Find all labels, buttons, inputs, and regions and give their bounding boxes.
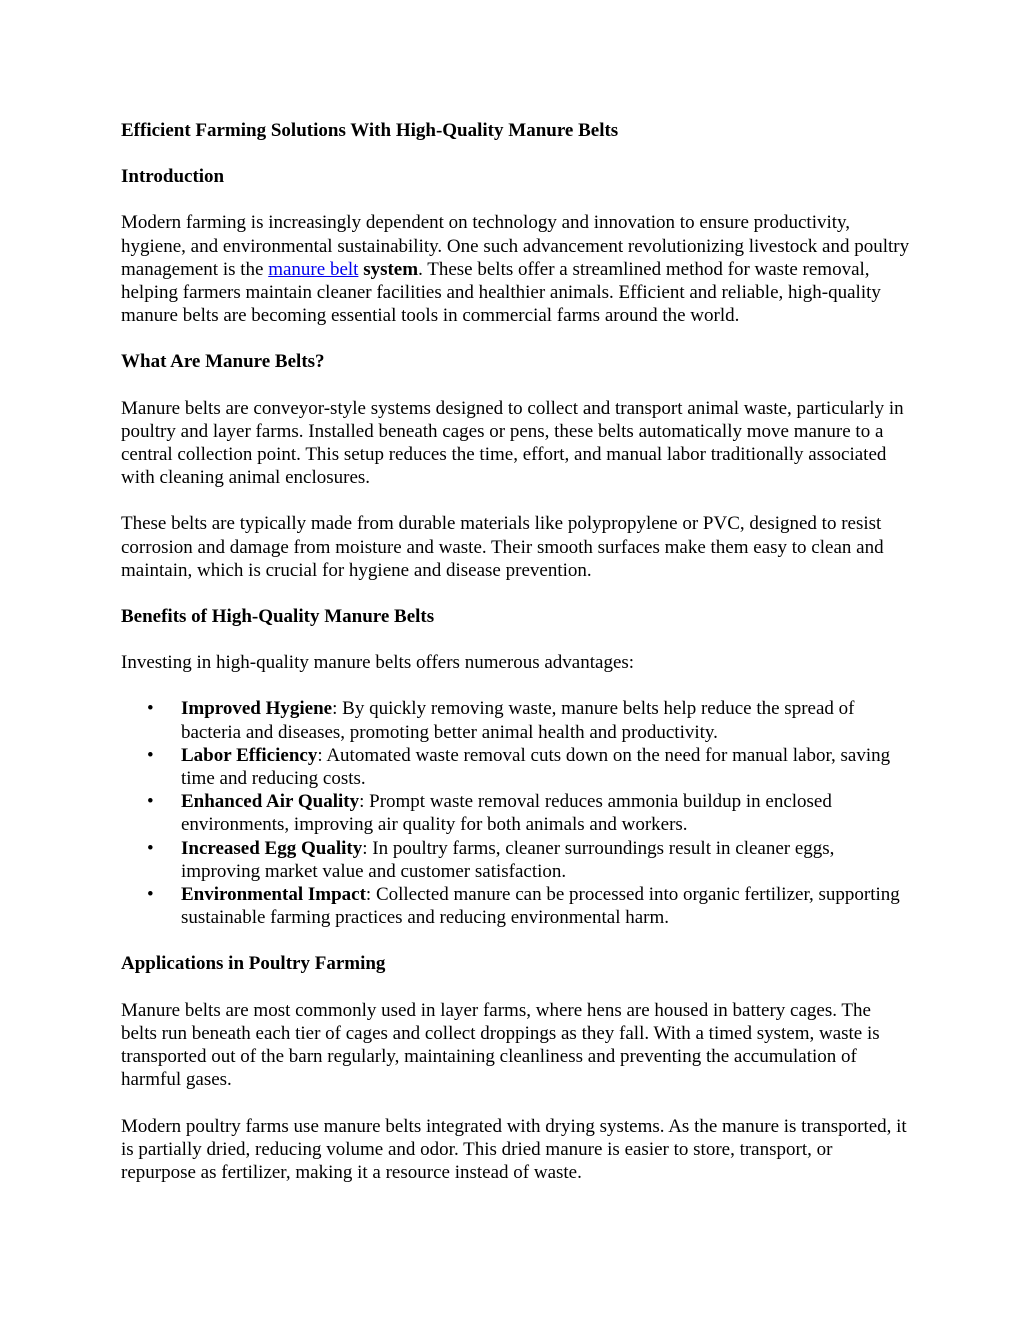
list-item: [121, 837, 911, 883]
what-paragraph-1: Manure belts are conveyor-style systems designed to collect and transport animal waste, particularly in poultry and layer farms. Installed beneath cages or pens, these belts automatically move manure to a central collection point. This setup reduces the time, effort, and manual labor traditionally associated with cleaning animal enclosures.: [121, 397, 904, 489]
benefits-list: [121, 697, 911, 929]
bullet-icon: •: [147, 791, 154, 813]
benefits-intro: Investing in high-quality manure belts offers numerous advantages:: [121, 652, 635, 674]
introduction-text-start: Modern farming is increasingly dependent on technology and innovation to ensure productivity, hygiene, and environmental sustainability. One such advancement revolutionizing livestock and poultry management is the: [121, 212, 910, 280]
list-item: [121, 744, 911, 790]
benefit-term: Environmental Impact: [181, 884, 366, 906]
what-paragraph-2: These belts are typically made from durable materials like polypropylene or PVC, designed to resist corrosion and damage from moisture and waste. Their smooth surfaces make them easy to clean and maintain, which is crucial for hygiene and disease prevention.: [121, 513, 884, 581]
applications-heading: Applications in Poultry Farming: [121, 953, 386, 975]
benefit-text: : Collected manure can be processed into organic fertilizer, supporting sustainable farming practices and reducing environmental harm.: [181, 884, 900, 929]
benefit-term: Labor Efficiency: [181, 744, 318, 766]
benefit-term: Increased Egg Quality: [181, 837, 363, 859]
manure-belt-link[interactable]: manure belt: [268, 258, 359, 280]
document-page: [121, 119, 911, 1207]
benefit-text: : In poultry farms, cleaner surroundings result in cleaner eggs, improving market value and customer satisfaction.: [181, 837, 835, 882]
what-are-manure-belts-heading: What Are Manure Belts?: [121, 351, 325, 373]
introduction-text-end: . These belts offer a streamlined method for waste removal, helping farmers maintain cleaner facilities and healthier animals. Efficient and reliable, high-quality manure belts are becoming essential tools in commercial farms around the world.: [121, 258, 881, 327]
benefit-term: Enhanced Air Quality: [181, 791, 360, 813]
bullet-icon: •: [147, 884, 154, 906]
bullet-icon: •: [147, 837, 154, 859]
benefit-text: : Prompt waste removal reduces ammonia buildup in enclosed environments, improving air quality for both animals and workers.: [181, 791, 832, 836]
benefit-text: : By quickly removing waste, manure belts help reduce the spread of bacteria and diseases, promoting better animal health and productivity.: [181, 698, 855, 743]
bullet-icon: •: [147, 744, 154, 766]
list-item: [121, 883, 911, 929]
benefits-heading: Benefits of High-Quality Manure Belts: [121, 606, 435, 628]
introduction-heading: Introduction: [121, 166, 225, 188]
document-title: Efficient Farming Solutions With High-Quality Manure Belts: [121, 120, 619, 141]
list-item: [121, 697, 911, 743]
bullet-icon: •: [147, 698, 154, 720]
list-item: [121, 790, 911, 836]
system-bold-text: system: [363, 258, 419, 280]
applications-paragraph-1: Manure belts are most commonly used in layer farms, where hens are housed in battery cages. The belts run beneath each tier of cages and collect droppings as they fall. With a timed system, waste is transported out of the barn regularly, maintaining cleanliness and preventing the accumulation of harmful gases.: [121, 999, 880, 1091]
introduction-paragraph: [121, 211, 911, 327]
benefit-text: : Automated waste removal cuts down on the need for manual labor, saving time and reducing costs.: [181, 744, 891, 790]
applications-paragraph-2: Modern poultry farms use manure belts integrated with drying systems. As the manure is transported, it is partially dried, reducing volume and odor. This dried manure is easier to store, transport, or repurpose as fertilizer, making it a resource instead of waste.: [121, 1115, 907, 1183]
benefit-term: Improved Hygiene: [181, 698, 333, 720]
